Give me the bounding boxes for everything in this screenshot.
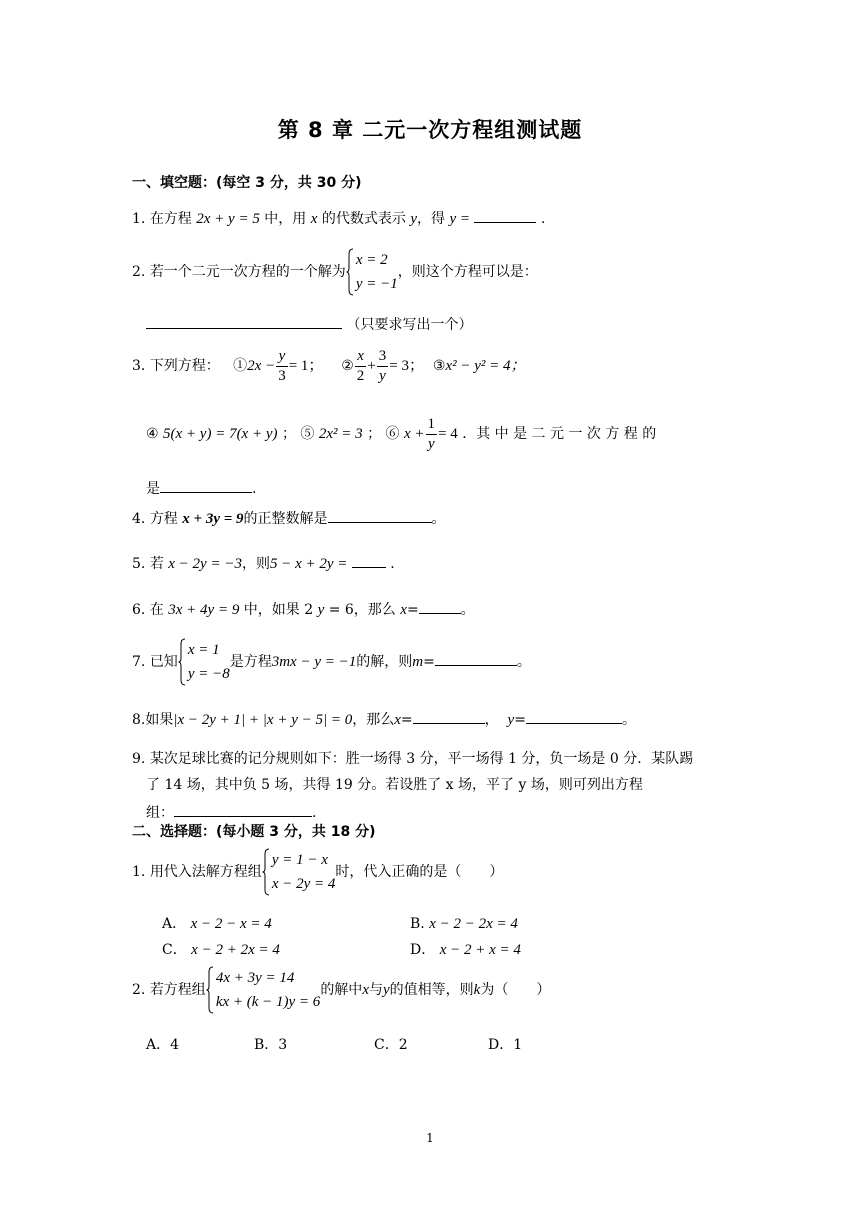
question-text: 的代数式表示: [321, 211, 406, 227]
equation: x − 2y = −3: [168, 556, 242, 572]
question-text: ．其 中 是 二 元 一 次 方 程 的: [462, 426, 657, 442]
answer-blank[interactable]: [160, 478, 252, 493]
question-text: 为（ ）: [480, 982, 551, 998]
equation-system: [346, 248, 398, 296]
option-label: C．: [162, 942, 187, 958]
equation-part: 2x −: [247, 358, 276, 374]
option-d[interactable]: [488, 1036, 522, 1054]
equation: x + 3y = 9: [182, 511, 244, 527]
option-text: x − 2 − 2x = 4: [429, 916, 518, 932]
question-text: 时，代入正确的是（ ）: [335, 864, 504, 880]
option-label: C．: [374, 1037, 399, 1053]
punctuation: 。: [621, 712, 636, 728]
option-marker: ⑥: [385, 426, 400, 442]
system-row: x − 2y = 4: [271, 876, 336, 892]
punctuation: .: [252, 481, 257, 497]
question-number: 2.: [132, 264, 146, 280]
question-text: 与: [368, 982, 383, 998]
option-label: B.: [410, 916, 425, 932]
question-3-line-3: [146, 478, 256, 498]
option-a[interactable]: [162, 915, 272, 933]
punctuation: ；: [367, 426, 382, 442]
equation-system: [178, 638, 230, 686]
variable: x: [394, 712, 401, 728]
question-text: ，则: [241, 556, 270, 572]
option-label: A．: [162, 916, 187, 932]
option-marker: ①: [233, 358, 248, 374]
question-text: 若: [149, 556, 164, 572]
question-text: 的解，则: [356, 654, 413, 670]
option-a[interactable]: [146, 1036, 179, 1054]
question-number: 6.: [132, 602, 146, 618]
equation-part: = 1；: [288, 358, 324, 374]
question-text: 用代入法解方程组: [149, 864, 262, 880]
system-row: 4x + 3y = 14: [215, 970, 295, 986]
question-4: [132, 508, 446, 528]
question-text: 在方程: [149, 211, 192, 227]
equation-part: 2x² = 3: [318, 426, 363, 442]
question-text: 是方程: [229, 654, 272, 670]
page-number: 1: [426, 1131, 434, 1145]
variable: y: [507, 712, 515, 728]
question-number: 7.: [132, 654, 146, 670]
punctuation: .: [540, 211, 546, 227]
question-text: =: [514, 712, 526, 728]
question-text: 已知: [149, 654, 178, 670]
system-row: x = 2: [355, 252, 388, 268]
option-c[interactable]: [374, 1036, 408, 1054]
option-text: 1: [513, 1037, 523, 1053]
question-number: 8.: [132, 712, 146, 728]
option-label: A．: [146, 1037, 171, 1053]
system-row: y = −8: [187, 666, 230, 682]
question-number: 1.: [132, 211, 146, 227]
fraction: [377, 347, 389, 386]
question-number: 2.: [132, 982, 146, 998]
mc-question-1: [132, 848, 503, 896]
equation-part: = 3；: [389, 358, 424, 374]
option-marker: ③: [432, 358, 446, 374]
brace-icon: [346, 248, 354, 296]
option-marker: ②: [341, 358, 354, 374]
equation: 5 − x + 2y =: [269, 556, 348, 572]
answer-blank[interactable]: [174, 802, 312, 817]
question-text: 如果: [145, 712, 174, 728]
punctuation: ，: [484, 712, 499, 728]
denominator: 3: [278, 367, 286, 384]
question-9-line-3: [146, 802, 316, 822]
system-row: y = −1: [355, 276, 398, 292]
variable: y: [410, 211, 417, 227]
fraction: [355, 347, 367, 386]
question-6: [132, 599, 475, 619]
equation-system: [206, 966, 321, 1014]
option-label: D．: [410, 942, 436, 958]
note-text: （只要求写出一个）: [346, 317, 473, 333]
question-2-answer-line: [146, 314, 472, 334]
option-label: D．: [488, 1037, 514, 1053]
equation-part: 5(x + y) = 7(x + y): [163, 426, 278, 442]
question-text: 在: [149, 602, 164, 618]
question-text: 是: [146, 481, 160, 497]
equation: |x − 2y + 1| + |x + y − 5| = 0: [173, 712, 353, 728]
answer-prefix: y =: [449, 211, 470, 227]
question-2: [132, 248, 538, 296]
option-b[interactable]: [254, 1036, 287, 1054]
brace-icon: [178, 638, 186, 686]
question-text: ，则这个方程可以是：: [397, 264, 538, 280]
answer-blank[interactable]: [435, 651, 517, 666]
question-number: 3.: [132, 358, 146, 374]
denominator: y: [379, 367, 386, 384]
question-number: 4.: [132, 511, 146, 527]
punctuation: 。: [516, 654, 531, 670]
option-b[interactable]: [410, 915, 518, 933]
question-text: = 6，那么: [328, 602, 396, 618]
question-text: 方程: [149, 511, 178, 527]
question-1: [132, 208, 545, 228]
option-label: B．: [254, 1037, 279, 1053]
equation: 3mx − y = −1: [271, 654, 357, 670]
denominator: 2: [356, 367, 365, 384]
question-text: 中，用: [264, 211, 307, 227]
brace-icon: [206, 966, 214, 1014]
question-text: =: [400, 712, 413, 728]
fraction: [276, 347, 288, 386]
punctuation: 。: [460, 602, 475, 618]
answer-blank[interactable]: [146, 314, 342, 329]
variable: x: [310, 211, 318, 227]
variable: k: [473, 982, 481, 998]
page-title: 第 8 章 二元一次方程组测试题: [277, 118, 583, 142]
question-text: =: [406, 602, 419, 618]
numerator: y: [276, 347, 288, 367]
equation-system: [262, 848, 336, 896]
option-text: x − 2 + x = 4: [439, 942, 521, 958]
section-heading-multiple-choice: 二、选择题：(每小题 3 分，共 18 分): [132, 824, 376, 840]
question-text: 组：: [146, 805, 174, 821]
option-marker: ④: [146, 426, 159, 442]
numerator: x: [355, 347, 367, 367]
fraction: [426, 415, 438, 454]
option-c[interactable]: [162, 941, 280, 959]
question-5: [132, 553, 395, 573]
question-text: ，得: [416, 211, 445, 227]
question-text: 中，如果 2: [243, 602, 314, 618]
question-3-line-2: [146, 414, 656, 454]
punctuation: .: [390, 556, 395, 572]
equation: 3x + 4y = 9: [168, 602, 240, 618]
question-text: 的正整数解是: [243, 511, 328, 527]
section-heading-fill-in: 一、填空题：(每空 3 分，共 30 分): [132, 175, 362, 191]
question-number: 5.: [132, 556, 146, 572]
answer-blank[interactable]: [328, 508, 432, 523]
answer-blank[interactable]: [413, 709, 485, 724]
answer-blank[interactable]: [352, 553, 386, 568]
question-text: ，那么: [352, 712, 395, 728]
equation-part: +: [367, 358, 376, 374]
variable: x: [362, 982, 369, 998]
option-text: x − 2 + 2x = 4: [191, 942, 280, 958]
equation-part: = 4: [438, 426, 458, 442]
punctuation: .: [312, 805, 317, 821]
brace-icon: [262, 848, 270, 896]
system-row: x = 1: [187, 642, 220, 658]
punctuation: ；: [281, 426, 296, 442]
variable: m: [412, 654, 424, 670]
option-text: 3: [278, 1037, 288, 1053]
question-text: 若方程组: [149, 982, 206, 998]
numerator: 1: [426, 415, 438, 435]
option-marker: ⑤: [300, 426, 315, 442]
punctuation: 。: [431, 511, 446, 527]
question-text: 的值相等，则: [389, 982, 474, 998]
question-text: 某次足球比赛的记分规则如下：胜一场得 3 分，平一场得 1 分，负一场是 0 分．某队踢: [149, 751, 694, 767]
question-number: 9.: [132, 751, 146, 767]
numerator: 3: [377, 347, 389, 367]
question-text: 若一个二元一次方程的一个解为: [149, 264, 346, 280]
question-9-line-2: 了 14 场，其中负 5 场，共得 19 分。若设胜了 x 场，平了 y 场，则可列出方程: [146, 777, 643, 793]
answer-blank[interactable]: [419, 599, 461, 614]
question-7: [132, 638, 531, 686]
equation: 2x + y = 5: [196, 211, 260, 227]
option-text: 4: [170, 1037, 180, 1053]
question-text: 的解中: [320, 982, 363, 998]
answer-blank[interactable]: [526, 709, 622, 724]
option-d[interactable]: [410, 941, 521, 959]
option-text: x − 2 − x = 4: [190, 916, 272, 932]
option-text: 2: [398, 1037, 408, 1053]
question-3: [132, 346, 526, 386]
answer-blank[interactable]: [474, 208, 536, 223]
question-8: [132, 709, 636, 729]
variable: y: [382, 982, 390, 998]
question-9: [132, 750, 693, 768]
equation-part: x² − y² = 4；: [445, 358, 526, 374]
question-text: =: [423, 654, 435, 670]
question-number: 1.: [132, 864, 146, 880]
mc-question-2: [132, 966, 550, 1014]
question-text: 下列方程：: [149, 358, 220, 374]
equation-part: x +: [404, 426, 425, 442]
system-row: kx + (k − 1)y = 6: [215, 994, 321, 1010]
denominator: y: [427, 435, 435, 452]
system-row: y = 1 − x: [271, 852, 328, 868]
variable: x: [400, 602, 407, 618]
variable: y: [317, 602, 325, 618]
